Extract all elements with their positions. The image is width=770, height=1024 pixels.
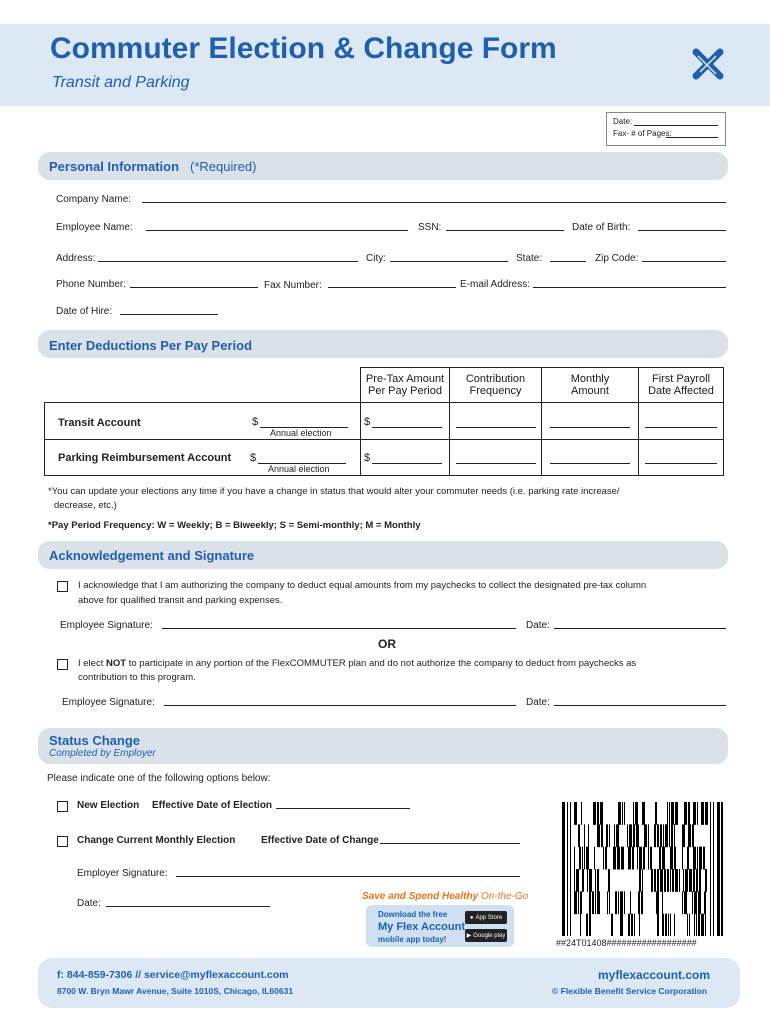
barcode-bar xyxy=(664,869,666,892)
barcode-bar xyxy=(624,802,625,825)
phone-field[interactable] xyxy=(130,287,258,288)
employer-sig-label: Employer Signature: xyxy=(77,868,168,879)
footer-copyright: © Flexible Benefit Service Corporation xyxy=(552,986,708,996)
ack-text-2-pre: I elect xyxy=(78,658,106,669)
barcode-bar xyxy=(582,847,583,870)
footer-address: 8700 W. Bryn Mawr Avenue, Suite 1010S, Chicago, IL60631 xyxy=(57,986,294,996)
ack-date2-label: Date: xyxy=(526,697,550,708)
barcode-bar xyxy=(595,891,596,914)
city-label: City: xyxy=(366,253,386,264)
barcode-bar xyxy=(597,891,600,914)
barcode-bar xyxy=(682,891,683,914)
state-label: State: xyxy=(516,253,543,264)
barcode-bar xyxy=(657,869,659,892)
barcode-bar xyxy=(659,847,661,870)
barcode-bar xyxy=(698,914,700,936)
barcode-bar xyxy=(657,824,659,847)
hire-label: Date of Hire: xyxy=(56,306,113,317)
fax-pages-label: Fax- # of Pages: xyxy=(613,129,672,138)
barcode-bar xyxy=(615,891,617,914)
parking-annual-sub: Annual election xyxy=(268,464,330,474)
barcode-bar xyxy=(674,847,676,870)
barcode-bar xyxy=(562,802,565,936)
parking-pretax-dollar: $ xyxy=(364,452,371,464)
col-freq-line2: Frequency xyxy=(469,385,522,397)
barcode-bar xyxy=(636,824,639,847)
barcode-bar xyxy=(627,824,628,847)
fax-date-label: Date: xyxy=(613,117,633,126)
promo-mobile: mobile app today! xyxy=(378,935,447,944)
barcode-bar xyxy=(682,847,683,870)
barcode-bar xyxy=(643,847,645,870)
company-name-field[interactable] xyxy=(142,202,726,203)
employer-sig-field[interactable] xyxy=(176,876,520,877)
barcode-bar xyxy=(670,914,671,936)
barcode-bar xyxy=(703,847,705,870)
zip-label: Zip Code: xyxy=(595,253,639,264)
row-divider xyxy=(44,439,724,440)
ack-sig1-field[interactable] xyxy=(162,628,516,629)
promo-headline-b: On-the-Go xyxy=(480,891,529,902)
barcode-bar xyxy=(689,869,692,892)
barcode-bar xyxy=(699,869,701,892)
barcode-bar xyxy=(580,914,581,936)
new-effective-field[interactable] xyxy=(276,808,410,809)
barcode-bar xyxy=(687,914,688,936)
barcode-bar xyxy=(606,824,608,847)
barcode-bar xyxy=(688,802,690,825)
page-title: Commuter Election & Change Form xyxy=(50,32,557,65)
barcode-bar xyxy=(662,847,665,870)
required-note: (*Required) xyxy=(190,159,257,174)
barcode-bar xyxy=(634,914,635,936)
ack-date1-field[interactable] xyxy=(554,628,726,629)
ack-authorize-checkbox[interactable] xyxy=(57,581,68,592)
barcode-bar xyxy=(581,802,582,825)
barcode-bar xyxy=(628,914,630,936)
promo-download: Download the free xyxy=(378,910,448,919)
ack-sig1-label: Employee Signature: xyxy=(60,620,153,631)
col-divider-4 xyxy=(638,402,639,476)
barcode-bar xyxy=(687,847,689,870)
employer-date-label: Date: xyxy=(77,898,101,909)
col-divider-3 xyxy=(541,402,542,476)
barcode-bar xyxy=(710,802,711,936)
barcode-bar xyxy=(705,869,707,892)
barcode-bar xyxy=(713,802,714,936)
barcode-bar xyxy=(592,891,594,914)
barcode-bar xyxy=(672,869,674,892)
parking-freq-field[interactable] xyxy=(456,463,536,464)
barcode-bar xyxy=(655,802,657,825)
barcode-bar xyxy=(609,891,610,914)
city-field[interactable] xyxy=(390,261,508,262)
ack-decline-checkbox[interactable] xyxy=(57,659,68,670)
email-label: E-mail Address: xyxy=(460,279,531,290)
personal-info-title: Personal Information xyxy=(49,159,180,174)
parking-monthly-field[interactable] xyxy=(550,463,630,464)
status-title: Status Change xyxy=(49,733,141,748)
barcode-bar xyxy=(607,891,608,914)
transit-freq-field[interactable] xyxy=(456,427,536,428)
ack-sig2-field[interactable] xyxy=(164,705,516,706)
ssn-field[interactable] xyxy=(446,230,564,231)
col-freq-line1: Contribution xyxy=(465,373,526,385)
barcode-bar xyxy=(693,847,696,870)
barcode-bar xyxy=(600,802,603,825)
col-divider-1 xyxy=(360,402,361,476)
ssn-label: SSN: xyxy=(418,222,442,233)
barcode-bar xyxy=(578,891,579,914)
barcode-bar xyxy=(578,824,580,847)
new-effective-label: Effective Date of Election xyxy=(152,800,273,811)
fax-field[interactable] xyxy=(328,287,456,288)
address-field[interactable] xyxy=(98,261,358,262)
app-store-button[interactable] xyxy=(465,911,507,924)
barcode-bar xyxy=(667,869,669,892)
barcode-bar xyxy=(660,824,662,847)
barcode-bar xyxy=(644,824,647,847)
barcode-bar xyxy=(665,914,667,936)
barcode-bar xyxy=(622,802,623,825)
barcode-bar xyxy=(705,914,706,936)
ack-date2-field[interactable] xyxy=(554,705,726,706)
barcode-bar xyxy=(693,869,695,892)
employee-name-label: Employee Name: xyxy=(56,222,133,233)
ack-text-1b: above for qualified transit and parking expenses. xyxy=(78,595,283,606)
barcode-bar xyxy=(589,891,591,914)
col-pretax-line1: Pre-Tax Amount xyxy=(365,373,445,385)
barcode-bar xyxy=(616,824,619,847)
barcode-bar xyxy=(633,824,635,847)
barcode-bar xyxy=(692,824,694,847)
deductions-note-1: *You can update your elections any time if you have a change in status that would alter your commuter needs (i.e. parking rate increase/ xyxy=(48,486,620,497)
barcode-caption: ##24T01408################## xyxy=(556,938,697,948)
barcode-bar xyxy=(674,914,675,936)
barcode-bar xyxy=(697,847,698,870)
barcode-bar xyxy=(638,891,640,914)
ack-title: Acknowledgement and Signature xyxy=(49,548,255,563)
barcode-bar xyxy=(618,802,621,825)
barcode-bar xyxy=(567,802,568,936)
barcode-bar xyxy=(660,869,663,892)
fax-pages-field[interactable] xyxy=(666,137,718,138)
barcode-bar xyxy=(683,869,684,892)
barcode-bar xyxy=(669,824,670,847)
company-name-label: Company Name: xyxy=(56,194,132,205)
barcode-bar xyxy=(614,824,615,847)
barcode-bar xyxy=(630,891,631,914)
deductions-note-2: *Pay Period Frequency: W = Weekly; B = Biweekly; S = Semi-monthly; M = Monthly xyxy=(48,520,421,531)
barcode-bar xyxy=(675,869,678,892)
barcode-bar xyxy=(588,824,589,847)
page-subtitle: Transit and Parking xyxy=(52,74,190,91)
zip-field[interactable] xyxy=(642,261,726,262)
google-play-label: Google play xyxy=(473,932,506,939)
barcode-bar xyxy=(688,824,691,847)
deductions-note-1b: decrease, etc.) xyxy=(54,500,117,511)
barcode-bar xyxy=(717,802,720,936)
barcode-bar xyxy=(699,847,702,870)
barcode-bar xyxy=(651,869,653,892)
barcode-bar xyxy=(593,802,596,825)
barcode-bar xyxy=(696,914,697,936)
change-effective-label: Effective Date of Change xyxy=(261,835,379,846)
transit-account-label: Transit Account xyxy=(58,417,141,429)
barcode-bar xyxy=(698,891,701,914)
barcode-bar xyxy=(642,802,645,825)
barcode-bar xyxy=(684,802,687,825)
barcode-bar xyxy=(611,914,613,936)
col-first-line2: Date Affected xyxy=(648,385,714,397)
barcode-bar xyxy=(670,869,671,892)
col-first-line1: First Payroll xyxy=(651,373,711,385)
col-pretax-line2: Per Pay Period xyxy=(368,385,442,397)
transit-dollar: $ xyxy=(252,416,259,428)
barcode-bar xyxy=(605,847,607,870)
barcode-bar xyxy=(629,824,632,847)
barcode-bar xyxy=(586,914,588,936)
change-election-label: Change Current Monthly Election xyxy=(77,835,236,846)
barcode-bar xyxy=(628,847,631,870)
or-divider-text: OR xyxy=(378,637,396,651)
transit-annual-sub: Annual election xyxy=(270,428,332,438)
footer-banner xyxy=(38,958,740,1008)
fax-label: Fax Number: xyxy=(264,280,322,291)
barcode-bar xyxy=(601,824,603,847)
new-election-label: New Election xyxy=(77,800,140,811)
barcode-bar xyxy=(608,869,610,892)
parking-account-label: Parking Reimbursement Account xyxy=(58,452,232,464)
barcode-bar xyxy=(617,847,620,870)
barcode-bar xyxy=(669,802,670,825)
barcode-bar xyxy=(631,914,633,936)
barcode-bar xyxy=(620,891,623,914)
transit-monthly-field[interactable] xyxy=(550,427,630,428)
phone-label: Phone Number: xyxy=(56,279,127,290)
fax-date-field[interactable] xyxy=(634,125,718,126)
barcode-bar xyxy=(671,802,674,825)
barcode-bar xyxy=(721,802,723,936)
footer-contact: f: 844-859-7306 // service@myflexaccount.com xyxy=(57,969,289,981)
ack-date1-label: Date: xyxy=(526,620,550,631)
col-monthly-line1: Monthly xyxy=(570,373,610,385)
transit-pretax-dollar: $ xyxy=(364,416,371,428)
employer-date-field[interactable] xyxy=(106,906,270,907)
barcode-bar xyxy=(584,824,585,847)
barcode-bar xyxy=(594,847,595,870)
barcode-bar xyxy=(662,891,663,914)
barcode-bar xyxy=(574,891,577,914)
barcode-bar xyxy=(674,824,675,847)
col-monthly-header xyxy=(541,367,639,403)
address-label: Address: xyxy=(56,253,96,264)
barcode-bar xyxy=(618,891,619,914)
barcode-bar xyxy=(632,847,634,870)
barcode-bar xyxy=(693,802,696,825)
barcode-bar xyxy=(705,802,708,825)
barcode-bar xyxy=(679,869,680,892)
barcode-bar xyxy=(589,869,592,892)
barcode-bar xyxy=(639,869,641,892)
barcode-bar xyxy=(704,891,706,914)
barcode-bar xyxy=(570,802,571,936)
barcode-bar xyxy=(685,869,688,892)
barcode-bar xyxy=(620,914,623,936)
barcode-bar xyxy=(689,914,690,936)
dob-label: Date of Birth: xyxy=(572,222,631,233)
barcode-bar xyxy=(580,891,582,914)
status-instruction: Please indicate one of the following options below: xyxy=(47,773,271,784)
app-store-label: App Store xyxy=(475,914,503,921)
barcode-bar xyxy=(597,802,599,825)
barcode-bar xyxy=(697,802,698,825)
barcode-bar xyxy=(667,802,668,825)
barcode-bar xyxy=(635,802,638,825)
col-first-header xyxy=(638,367,724,403)
deductions-title: Enter Deductions Per Pay Period xyxy=(49,338,253,353)
barcode-bar xyxy=(586,847,589,870)
promo-app-name: My Flex Account xyxy=(378,921,465,933)
barcode-bar xyxy=(637,847,638,870)
barcode-bar xyxy=(684,891,687,914)
barcode-bar xyxy=(682,824,685,847)
barcode-bar xyxy=(609,824,610,847)
barcode-bar xyxy=(657,914,659,936)
barcode-bar xyxy=(624,891,625,914)
status-subtitle: Completed by Employer xyxy=(49,748,156,759)
barcode-bar xyxy=(584,847,585,870)
barcode-bar xyxy=(648,824,649,847)
email-field[interactable] xyxy=(533,287,726,288)
barcode-bar xyxy=(597,869,599,892)
ack-text-2 xyxy=(78,658,636,669)
barcode-bar xyxy=(662,914,664,936)
barcode-bar xyxy=(663,824,664,847)
barcode-bar xyxy=(694,891,697,914)
barcode-bar xyxy=(597,824,600,847)
barcode-bar xyxy=(675,802,678,825)
barcode-bar xyxy=(639,914,640,936)
barcode-bar xyxy=(582,869,584,892)
ack-text-2-not: NOT xyxy=(106,658,127,669)
barcode-bar xyxy=(621,847,624,870)
promo-headline-a: Save and Spend Healthy xyxy=(362,891,479,902)
parking-pretax-field[interactable] xyxy=(372,463,442,464)
new-election-checkbox[interactable] xyxy=(57,801,68,812)
barcode-bar xyxy=(650,847,652,870)
barcode-bar xyxy=(701,802,704,825)
barcode-bar xyxy=(613,847,616,870)
barcode-bar xyxy=(595,869,596,892)
barcode-bar xyxy=(574,802,577,825)
barcode-bar xyxy=(692,891,693,914)
google-play-button[interactable] xyxy=(465,929,507,942)
col-pretax-header xyxy=(360,367,450,403)
flex-logo-icon xyxy=(688,44,728,84)
barcode-bar xyxy=(670,847,673,870)
ack-text-1a: I acknowledge that I am authorizing the company to deduct equal amounts from my paychecks to collect the designated pre-tax column xyxy=(78,580,647,591)
barcode-bar xyxy=(654,824,656,847)
barcode-bar xyxy=(694,914,695,936)
barcode-bar xyxy=(633,802,634,825)
barcode-bar xyxy=(574,847,575,870)
barcode-bar xyxy=(656,891,659,914)
barcode-bar xyxy=(589,914,591,936)
transit-pretax-field[interactable] xyxy=(372,427,442,428)
parking-first-field[interactable] xyxy=(645,463,717,464)
barcode-bar xyxy=(671,824,673,847)
state-field[interactable] xyxy=(550,261,586,262)
play-icon: ▶ xyxy=(466,933,472,939)
col-freq-header xyxy=(449,367,542,403)
apple-icon: ● xyxy=(469,914,474,921)
barcode-bar xyxy=(639,847,642,870)
col-monthly-line2: Amount xyxy=(571,385,609,397)
parking-dollar: $ xyxy=(250,452,257,464)
barcode-bar xyxy=(668,914,669,936)
barcode-bar xyxy=(696,869,698,892)
barcode-svg xyxy=(562,802,724,936)
barcode-bar xyxy=(701,914,704,936)
footer-website[interactable]: myflexaccount.com xyxy=(598,968,711,982)
barcode-bar xyxy=(665,824,668,847)
promo-headline xyxy=(362,891,528,902)
ack-text-2b: contribution to this program. xyxy=(78,672,196,683)
barcode-bar xyxy=(654,869,656,892)
barcode-bar xyxy=(574,869,575,892)
hire-field[interactable] xyxy=(120,314,218,315)
dob-field[interactable] xyxy=(638,230,726,231)
barcode-bar xyxy=(579,847,581,870)
change-effective-field[interactable] xyxy=(380,843,520,844)
barcode-bar xyxy=(642,869,643,892)
barcode-bar xyxy=(603,847,604,870)
col-divider-2 xyxy=(449,402,450,476)
barcode-bar xyxy=(641,891,643,914)
barcode-bar xyxy=(587,869,588,892)
barcode-image xyxy=(562,802,724,936)
barcode-bar xyxy=(648,847,649,870)
ack-sig2-label: Employee Signature: xyxy=(62,697,155,708)
transit-first-field[interactable] xyxy=(645,427,717,428)
barcode-bar xyxy=(576,869,579,892)
ack-text-2-post: to participate in any portion of the FlexCOMMUTER plan and do not authorize the company to deduct from paychecks as xyxy=(126,658,637,669)
change-election-checkbox[interactable] xyxy=(57,836,68,847)
employee-name-field[interactable] xyxy=(146,230,408,231)
